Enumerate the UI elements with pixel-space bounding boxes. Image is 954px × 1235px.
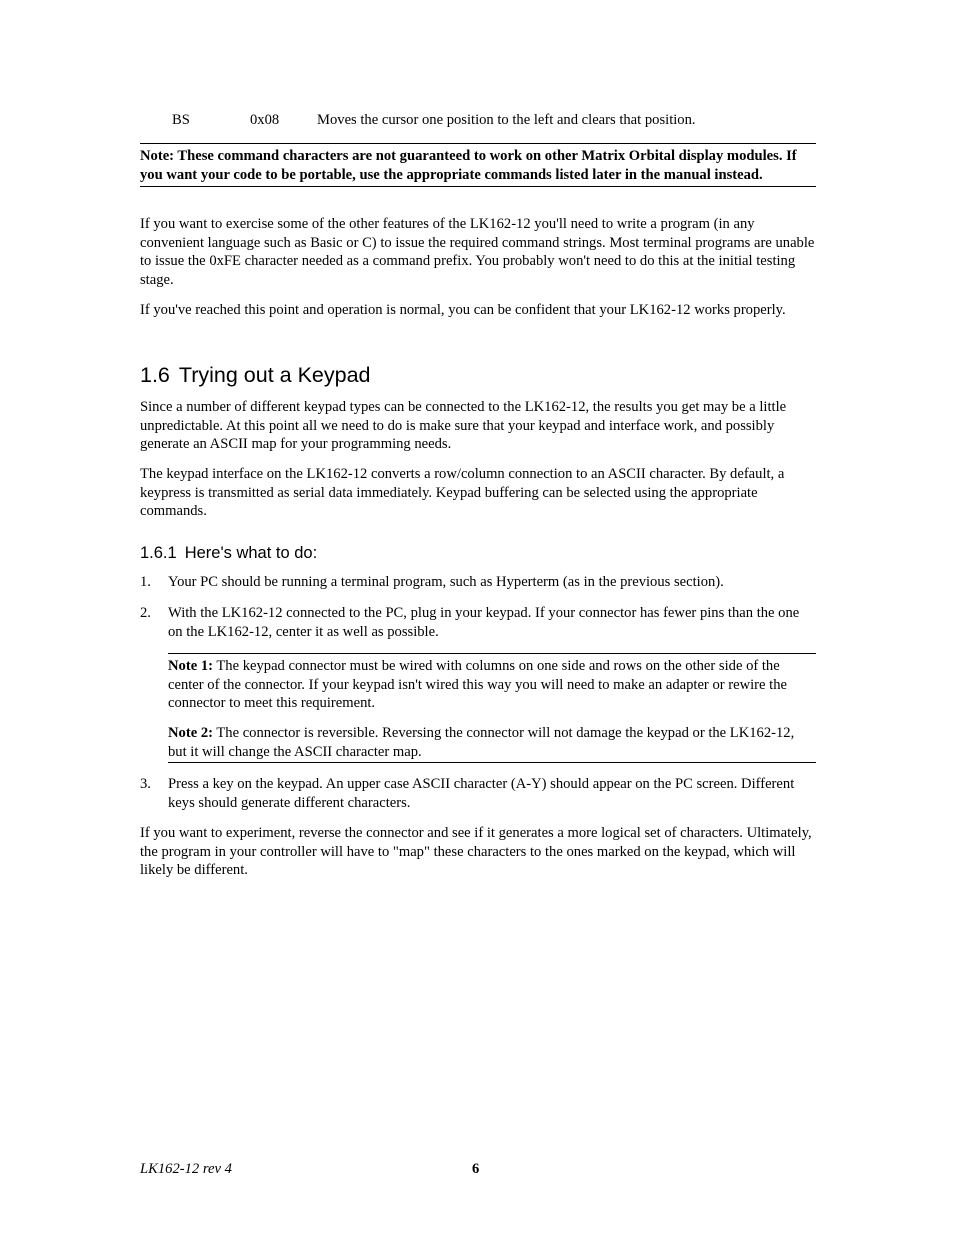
section-paragraph-1: Since a number of different keypad types can be connected to the LK162-12, the results you get may be a little unpredictable. At this point all we need to do is make sure that your keypad and interface work, and possibly generate an ASCII map for your programming needs.: [140, 399, 787, 452]
footer-page-number: 6: [472, 1161, 480, 1177]
command-row-bs: [140, 111, 816, 131]
note-2-text: The connector is reversible. Reversing the connector will not damage the keypad or the LK162-12, but it will change the ASCII character map.: [168, 725, 795, 760]
intro-paragraph-2: If you've reached this point and operation is normal, you can be confident that your LK162-12 works properly.: [140, 302, 786, 318]
footer-doc-id: LK162-12 rev 4: [140, 1161, 232, 1177]
list-marker: 3.: [140, 776, 151, 792]
list-item-text: Press a key on the keypad. An upper case ASCII character (A-Y) should appear on the PC screen. Different keys should generate different characters.: [168, 776, 795, 811]
note-2: [168, 724, 808, 761]
command-name: BS: [172, 112, 190, 128]
note-1: [168, 657, 808, 713]
portability-note: Note: These command characters are not guaranteed to work on other Matrix Orbital display modules. If you want your code to be portable, use the appropriate commands listed later in the manual instead.: [140, 143, 816, 187]
command-description: Moves the cursor one position to the left and clears that position.: [317, 112, 696, 128]
note-1-text: The keypad connector must be wired with columns on one side and rows on the other side of the center of the connector. If your keypad isn't wired this way you will need to make an adapter or rewire the connector to meet this requirement.: [168, 658, 787, 711]
command-code: 0x08: [250, 112, 280, 128]
note-2-label: Note 2:: [168, 725, 213, 741]
section-number: 1.6: [140, 363, 170, 387]
list-item-text: Your PC should be running a terminal program, such as Hyperterm (as in the previous section).: [168, 574, 724, 590]
section-title: Trying out a Keypad: [178, 363, 371, 387]
note-1-label: Note 1:: [168, 658, 213, 674]
intro-paragraph-1: If you want to exercise some of the other features of the LK162-12 you'll need to write a program (in any convenient language such as Basic or C) to issue the required command strings. Most terminal programs are unable to issue the 0xFE character needed as a command prefix. You probably won't need to do this at the initial testing stage.: [140, 216, 815, 288]
list-item-text: With the LK162-12 connected to the PC, plug in your keypad. If your connector has fewer pins than the one on the LK162-12, center it as well as possible.: [168, 605, 800, 640]
keypad-notes-box: [168, 653, 816, 763]
closing-paragraph: If you want to experiment, reverse the connector and see if it generates a more logical set of characters. Ultimately, the program in your controller will have to "map" these characters to the ones marked on the keypad, which will likely be different.: [140, 825, 812, 878]
document-page: [140, 0, 816, 1235]
subsection-number: 1.6.1: [140, 544, 177, 562]
list-marker: 2.: [140, 605, 151, 621]
section-paragraph-2: The keypad interface on the LK162-12 converts a row/column connection to an ASCII character. By default, a keypress is transmitted as serial data immediately. Keypad buffering can be selected using the appropriate commands.: [140, 466, 785, 519]
section-heading: [140, 362, 371, 388]
subsection-heading: [140, 543, 317, 563]
subsection-title: Here's what to do:: [184, 544, 318, 562]
list-marker: 1.: [140, 574, 151, 590]
